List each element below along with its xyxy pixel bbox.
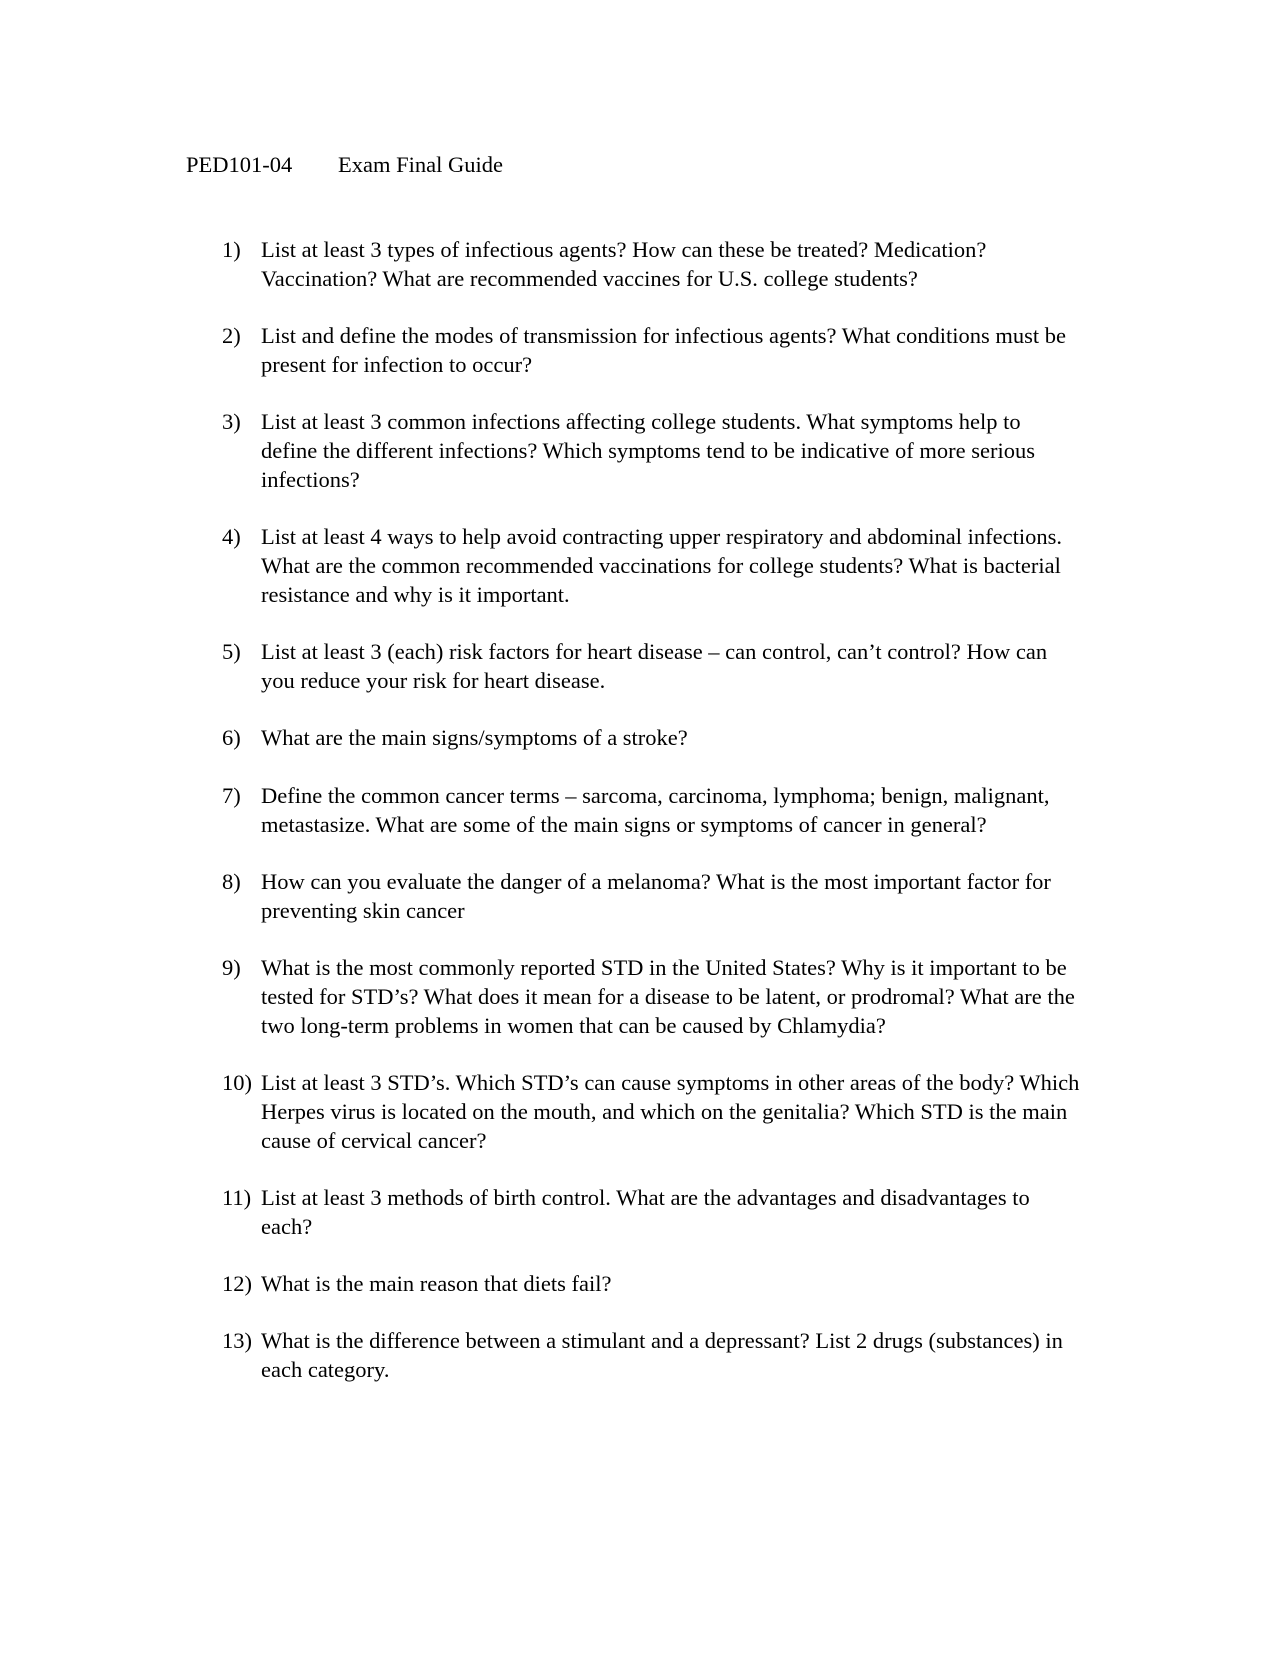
question-item-3 (222, 407, 1082, 494)
question-item-13 (222, 1326, 1082, 1384)
question-number: 3) (222, 409, 241, 434)
question-text: How can you evaluate the danger of a melanoma? What is the most important factor for preventing skin cancer (261, 869, 1051, 923)
question-number: 5) (222, 639, 241, 664)
question-text: List at least 3 (each) risk factors for heart disease – can control, can’t control? How can you reduce your risk for heart disease. (261, 639, 1048, 693)
question-text: List at least 3 methods of birth control. What are the advantages and disadvantages to each? (261, 1185, 1030, 1239)
question-number: 6) (222, 725, 241, 750)
question-text: Define the common cancer terms – sarcoma, carcinoma, lymphoma; benign, malignant, metastasize. What are some of the main signs or symptoms of cancer in general? (261, 783, 1050, 837)
question-text: What is the most commonly reported STD in the United States? Why is it important to be tested for STD’s? What does it mean for a disease to be latent, or prodromal? What are the two long-term problems in women that can be caused by Chlamydia? (261, 955, 1075, 1038)
question-number: 11) (222, 1185, 252, 1210)
question-item-11 (222, 1183, 1082, 1241)
question-number: 9) (222, 955, 241, 980)
course-code: PED101-04 (186, 152, 293, 177)
question-number: 10) (222, 1070, 252, 1095)
question-item-2 (222, 321, 1082, 379)
question-number: 7) (222, 783, 241, 808)
question-text: List at least 3 STD’s. Which STD’s can cause symptoms in other areas of the body? Which Herpes virus is located on the mouth, and which on the genitalia? Which STD is the main cause of cervical cancer? (261, 1070, 1080, 1153)
question-text: List at least 3 types of infectious agents? How can these be treated? Medication? Vaccination? What are recommended vaccines for U.S. college students? (261, 237, 987, 291)
question-text: List at least 3 common infections affecting college students. What symptoms help to define the different infections? Which symptoms tend to be indicative of more serious infections? (261, 409, 1035, 492)
question-text: List and define the modes of transmission for infectious agents? What conditions must be present for infection to occur? (261, 323, 1067, 377)
question-item-8 (222, 867, 1082, 925)
question-text: What is the main reason that diets fail? (261, 1271, 612, 1296)
question-item-6 (222, 723, 1082, 752)
question-text: What is the difference between a stimulant and a depressant? List 2 drugs (substances) in each category. (261, 1328, 1063, 1382)
question-item-9 (222, 953, 1082, 1040)
question-item-5 (222, 637, 1082, 695)
question-text: List at least 4 ways to help avoid contracting upper respiratory and abdominal infections. What are the common recommended vaccinations for college students? What is bacterial resistance and why is it important. (261, 524, 1063, 607)
question-text: What are the main signs/symptoms of a stroke? (261, 725, 688, 750)
question-number: 13) (222, 1328, 252, 1353)
question-item-12 (222, 1269, 1082, 1298)
question-item-10 (222, 1068, 1082, 1155)
question-item-7 (222, 781, 1082, 839)
question-number: 8) (222, 869, 241, 894)
document-title: Exam Final Guide (338, 152, 503, 177)
document-header (186, 150, 503, 180)
question-number: 4) (222, 524, 241, 549)
question-list (222, 235, 1082, 1412)
question-item-1 (222, 235, 1082, 293)
question-item-4 (222, 522, 1082, 609)
question-number: 12) (222, 1271, 252, 1296)
question-number: 1) (222, 237, 241, 262)
question-number: 2) (222, 323, 241, 348)
